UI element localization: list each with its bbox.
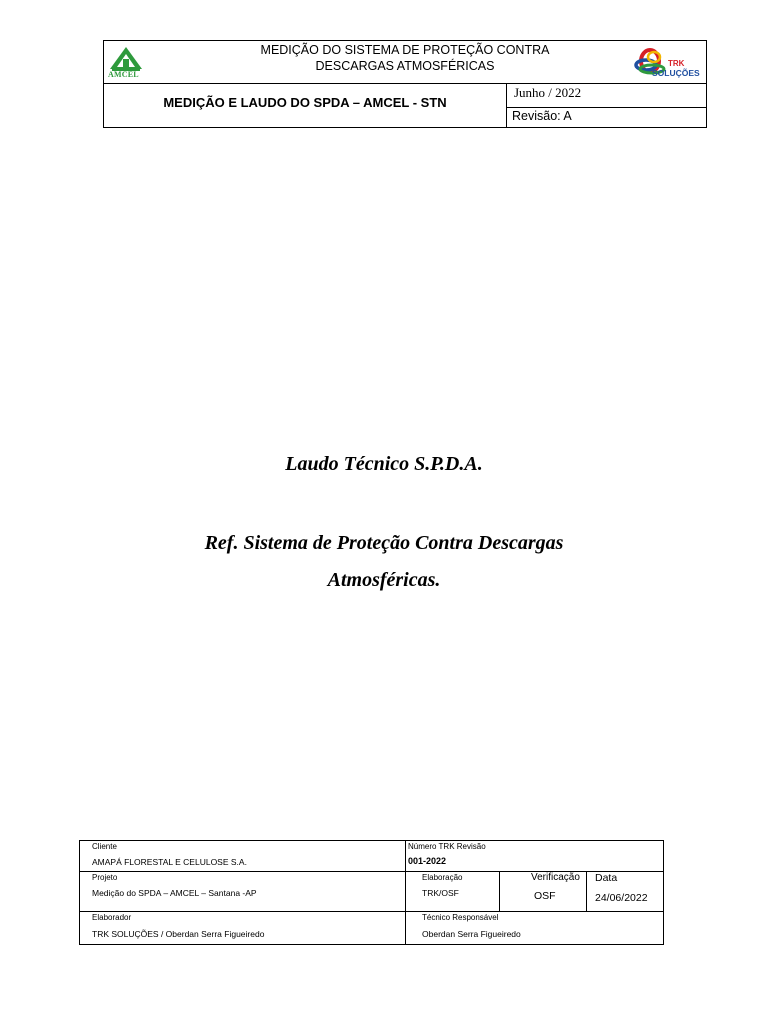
header-title xyxy=(104,42,706,74)
tecnico-value: Oberdan Serra Figueiredo xyxy=(422,929,521,939)
table-row-divider xyxy=(80,911,663,912)
cliente-label: Cliente xyxy=(92,842,117,851)
header-vertical-divider xyxy=(506,84,507,127)
trk-logo-subtext: SOLUÇÕES xyxy=(652,68,700,78)
tecnico-label: Técnico Responsável xyxy=(422,913,499,922)
trk-logo-text: TRK xyxy=(668,59,685,68)
numero-label: Número TRK Revisão xyxy=(408,842,486,851)
elaboracao-label: Elaboração xyxy=(422,873,463,882)
header-title-row xyxy=(104,41,706,84)
amcel-logo-text: AMCEL xyxy=(108,70,139,79)
header-revision: Revisão: A xyxy=(512,109,572,123)
table-column-divider xyxy=(586,871,587,911)
projeto-label: Projeto xyxy=(92,873,118,882)
header-title-line1: MEDIÇÃO DO SISTEMA DE PROTEÇÃO CONTRA xyxy=(260,43,550,57)
elaboracao-value: TRK/OSF xyxy=(422,888,459,898)
elaborador-value: TRK SOLUÇÕES / Oberdan Serra Figueiredo xyxy=(92,929,265,939)
document-title: Laudo Técnico S.P.D.A. xyxy=(285,453,483,475)
projeto-value: Medição do SPDA – AMCEL – Santana -AP xyxy=(92,888,257,898)
table-column-divider xyxy=(499,871,500,911)
reference-line-1: Ref. Sistema de Proteção Contra Descargas xyxy=(204,532,564,554)
document-header xyxy=(103,40,707,128)
header-date: Junho / 2022 xyxy=(514,85,582,100)
header-title-line2: DESCARGAS ATMOSFÉRICAS xyxy=(315,59,495,73)
data-label: Data xyxy=(595,872,618,884)
verificacao-value: OSF xyxy=(534,890,556,902)
verificacao-label: Verificação xyxy=(531,872,580,883)
footer-info-table xyxy=(79,840,664,945)
header-horizontal-divider xyxy=(506,107,706,108)
table-column-divider xyxy=(405,841,406,944)
header-subtitle: MEDIÇÃO E LAUDO DO SPDA – AMCEL - STN xyxy=(163,95,447,110)
numero-value: 001-2022 xyxy=(408,856,447,866)
cliente-value: AMAPÁ FLORESTAL E CELULOSE S.A. xyxy=(92,857,247,867)
elaborador-label: Elaborador xyxy=(92,913,132,922)
trk-logo xyxy=(632,47,704,83)
reference-line-2: Atmosféricas. xyxy=(327,569,441,591)
data-value: 24/06/2022 xyxy=(595,892,648,904)
